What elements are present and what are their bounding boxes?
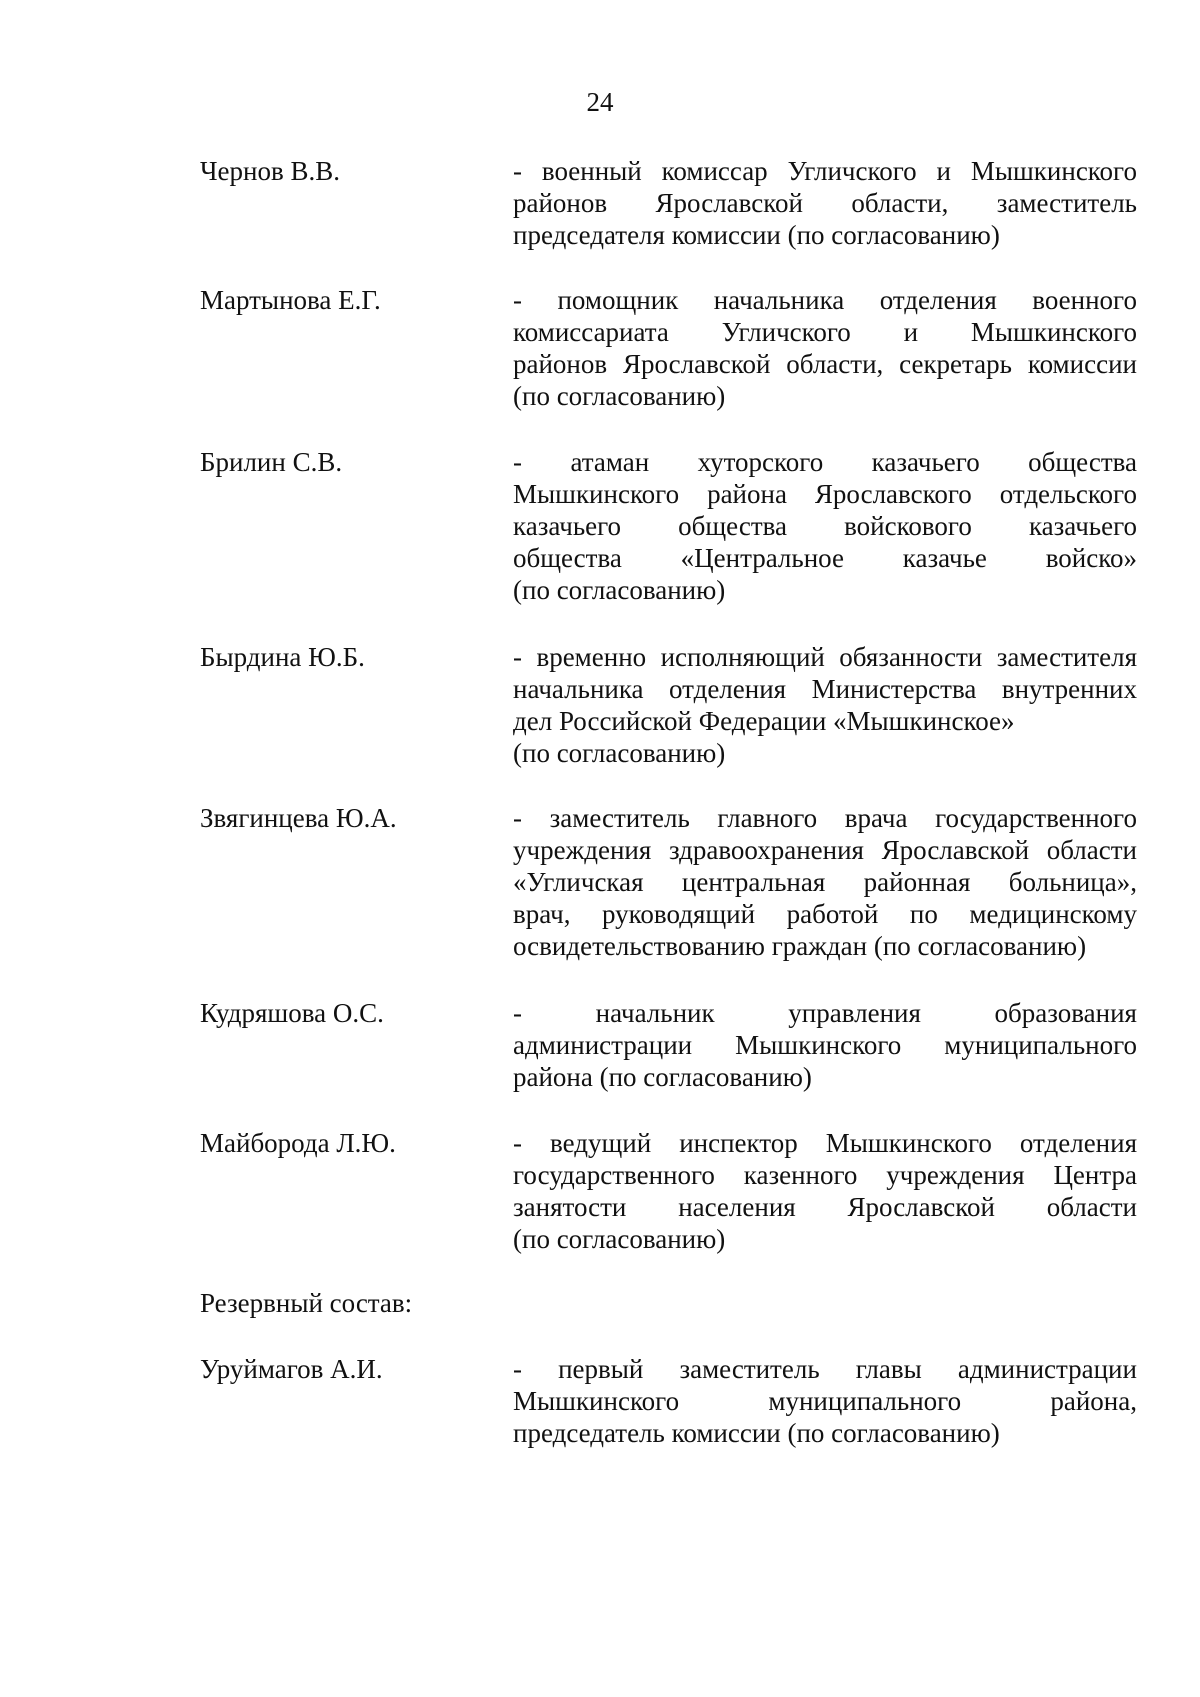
role-line: государственного казенного учреждения Центра — [513, 1160, 1137, 1190]
member-name: Звягинцева Ю.А. — [200, 803, 397, 833]
role-line: занятости населения Ярославской области — [513, 1192, 1137, 1222]
role-line: учреждения здравоохранения Ярославской области — [513, 835, 1137, 865]
role-line: начальника отделения Министерства внутренних — [513, 674, 1137, 704]
role-line: - заместитель главного врача государственного — [513, 803, 1137, 833]
page-number: 24 — [586, 87, 614, 117]
role-line: общества «Центральное казачье войско» — [513, 543, 1137, 573]
member-role — [513, 446, 1137, 606]
role-line: - помощник начальника отделения военного — [513, 285, 1137, 315]
member-role — [513, 641, 1137, 769]
role-line: освидетельствованию граждан (по согласованию) — [513, 931, 1087, 961]
role-line: Мышкинского района Ярославского отдельского — [513, 479, 1137, 509]
role-line: (по согласованию) — [513, 381, 726, 411]
reserve-section-label: Резервный состав: — [200, 1288, 413, 1318]
role-line: казачьего общества войскового казачьего — [513, 511, 1137, 541]
role-line: (по согласованию) — [513, 738, 726, 768]
member-name: Уруймагов А.И. — [200, 1354, 383, 1384]
role-line: района (по согласованию) — [513, 1062, 812, 1092]
role-line: Мышкинского муниципального района, — [513, 1386, 1137, 1416]
role-line: - ведущий инспектор Мышкинского отделения — [513, 1128, 1137, 1158]
role-line: врач, руководящий работой по медицинскому — [513, 899, 1137, 929]
member-role — [513, 802, 1137, 962]
role-line: председатель комиссии (по согласованию) — [513, 1418, 1000, 1448]
member-role — [513, 997, 1137, 1093]
role-line: (по согласованию) — [513, 1224, 726, 1254]
member-role — [513, 1353, 1137, 1449]
role-line: «Угличская центральная районная больница», — [513, 867, 1137, 897]
role-line: районов Ярославской области, заместитель — [513, 188, 1137, 218]
member-name: Майборода Л.Ю. — [200, 1128, 396, 1158]
role-line: председателя комиссии (по согласованию) — [513, 220, 1000, 250]
role-line: - первый заместитель главы администрации — [513, 1354, 1137, 1384]
member-role — [513, 155, 1137, 251]
member-name: Мартынова Е.Г. — [200, 285, 381, 315]
role-line: - временно исполняющий обязанности заместителя — [513, 642, 1137, 672]
member-name: Чернов В.В. — [200, 156, 340, 186]
role-line: - атаман хуторского казачьего общества — [513, 447, 1137, 477]
role-line: дел Российской Федерации «Мышкинское» — [513, 706, 1015, 736]
role-line: (по согласованию) — [513, 575, 726, 605]
role-line: комиссариата Угличского и Мышкинского — [513, 317, 1137, 347]
role-line: - военный комиссар Угличского и Мышкинского — [513, 156, 1137, 186]
member-name: Кудряшова О.С. — [200, 998, 384, 1028]
role-line: - начальник управления образования — [513, 998, 1137, 1028]
member-role — [513, 1127, 1137, 1255]
member-name: Брилин С.В. — [200, 447, 343, 477]
member-name: Бырдина Ю.Б. — [200, 642, 365, 672]
role-line: администрации Мышкинского муниципального — [513, 1030, 1137, 1060]
role-line: районов Ярославской области, секретарь комиссии — [513, 349, 1137, 379]
member-role — [513, 284, 1137, 412]
